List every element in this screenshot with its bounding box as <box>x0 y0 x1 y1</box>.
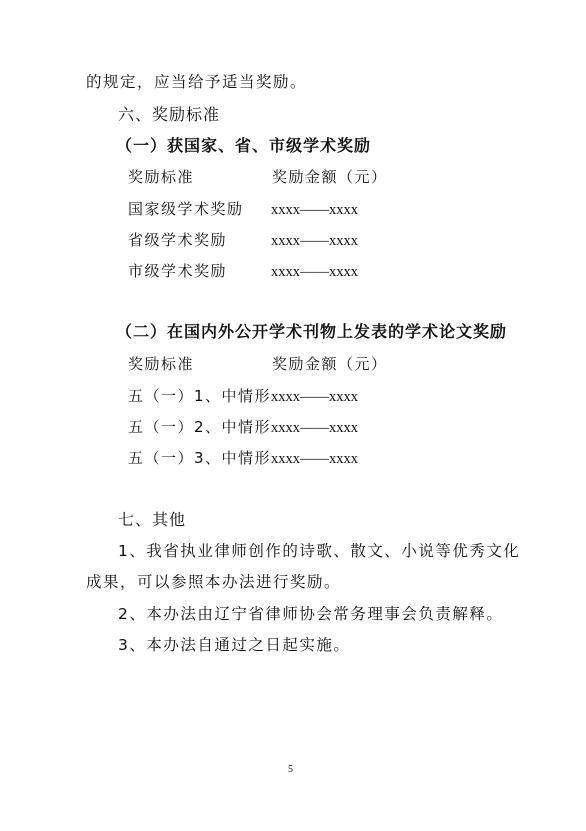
section6-title: 六、奖励标准 <box>118 105 221 124</box>
sub2-header-label: 奖励标准 <box>128 355 195 373</box>
sub2-row-amount: xxxx——xxxx <box>271 389 358 405</box>
section7-item3: 3、本办法自通过之日起实施。 <box>118 636 351 654</box>
intro-line: 的规定，应当给予适当奖励。 <box>86 73 308 91</box>
section7-item1-line1: 1、我省执业律师创作的诗歌、散文、小说等优秀文化 <box>118 542 521 560</box>
sub1-header-amount: 奖励金额（元） <box>272 168 388 186</box>
sub1-row-amount: xxxx——xxxx <box>271 264 358 280</box>
page-number: 5 <box>288 764 293 775</box>
sub1-row-amount: xxxx——xxxx <box>271 233 358 249</box>
sub1-row-label: 国家级学术奖励 <box>128 200 244 218</box>
sub1-row-amount: xxxx——xxxx <box>271 202 358 218</box>
section7-item2: 2、本办法由辽宁省律师协会常务理事会负责解释。 <box>118 605 504 623</box>
sub1-header-label: 奖励标准 <box>128 168 195 186</box>
sub2-header-amount: 奖励金额（元） <box>272 355 388 373</box>
sub2-row-label: 五（一）1、中情形 <box>128 387 272 405</box>
section7-title: 七、其他 <box>118 510 187 529</box>
sub2-row-amount: xxxx——xxxx <box>271 420 358 436</box>
sub2-row-amount: xxxx——xxxx <box>271 451 358 467</box>
sub1-row-label: 市级学术奖励 <box>128 262 228 280</box>
sub2-title: （二）在国内外公开学术刊物上发表的学术论文奖励 <box>116 322 508 341</box>
sub2-row-label: 五（一）3、中情形 <box>128 449 272 467</box>
sub1-title: （一）获国家、省、市级学术奖励 <box>116 136 372 155</box>
sub2-row-label: 五（一）2、中情形 <box>128 418 272 436</box>
sub1-row-label: 省级学术奖励 <box>128 231 228 249</box>
section7-item1-line2: 成果，可以参照本办法进行奖励。 <box>86 573 342 591</box>
